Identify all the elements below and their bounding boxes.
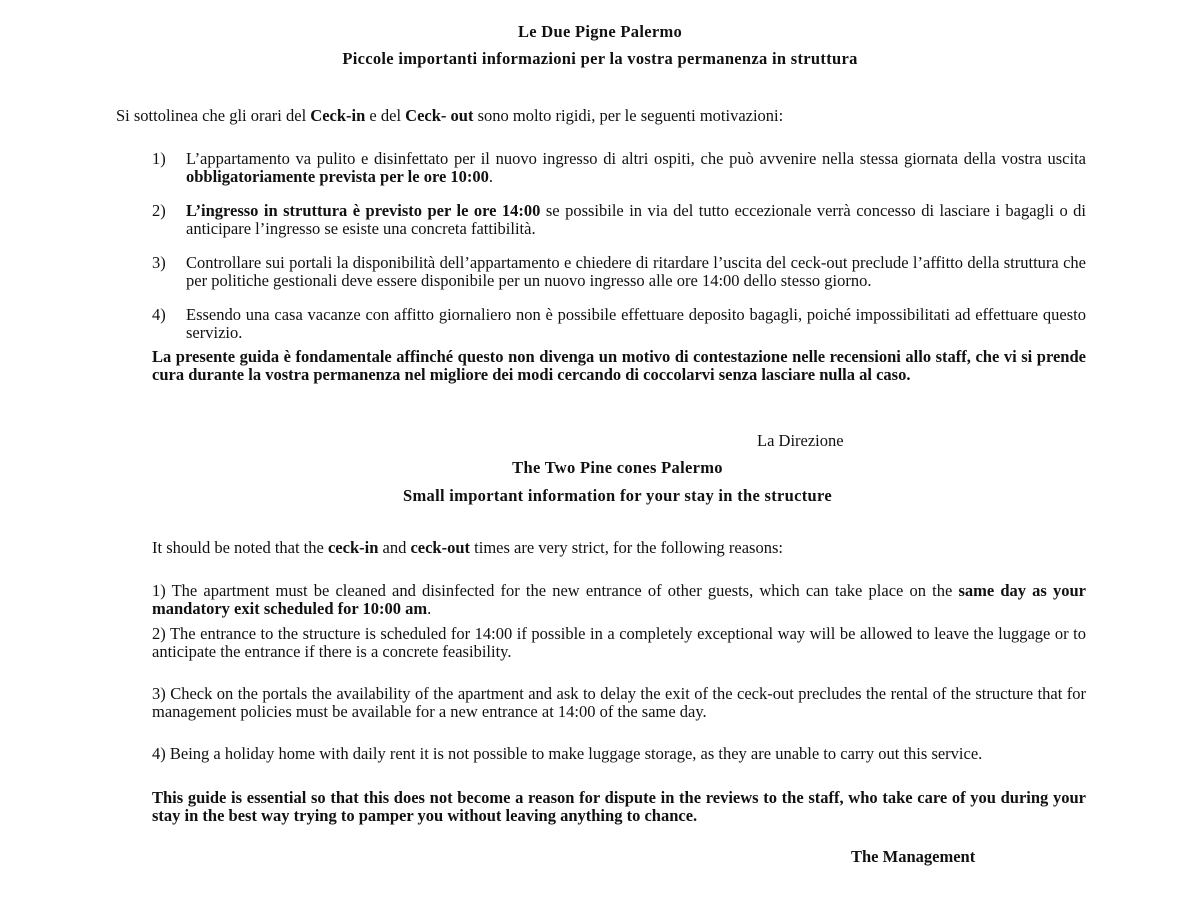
en-item-2 <box>152 625 1086 660</box>
en-item-3 <box>152 685 1086 720</box>
it-item-1 <box>152 150 1086 185</box>
it-item-4-body <box>186 306 1086 341</box>
en-item-3-text: 3) Check on the portals the availability of the apartment and ask to delay the exit of the ceck-out precludes the rental of the structure that for management policies must be available for a new entrance at 14:00 of the same day. <box>152 684 1086 721</box>
en-intro-text-3: times are very strict, for the following reasons: <box>470 538 783 557</box>
it-item-3-text: Controllare sui portali la disponibilità dell’appartamento e chiedere di ritardare l’uscita del ceck-out preclude l’affitto della struttura che per politiche gestionali deve essere disponibile per un nuovo ingresso alle ore 14:00 dello stesso giorno. <box>186 253 1086 290</box>
en-item-4 <box>152 745 1086 763</box>
en-intro-checkout: ceck-out <box>410 538 471 557</box>
it-intro-text-3: sono molto rigidi, per le seguenti motivazioni: <box>473 106 784 125</box>
en-intro-text-1: It should be noted that the <box>152 538 328 557</box>
it-item-4 <box>152 306 1086 341</box>
it-item-1-text: L’appartamento va pulito e disinfettato per il nuovo ingresso di altri ospiti, che può avvenire nella stessa giornata della vostra uscita <box>186 149 1086 168</box>
it-intro <box>116 107 1084 125</box>
it-intro-checkin: Ceck-in <box>310 106 366 125</box>
en-intro <box>152 539 1086 557</box>
en-item-4-text: 4) Being a holiday home with daily rent it is not possible to make luggage storage, as they are unable to carry out this service. <box>152 744 983 763</box>
en-item-1-end: . <box>427 598 432 618</box>
en-intro-checkin: ceck-in <box>327 538 379 557</box>
it-item-1-bold: obbligatoriamente prevista per le ore 10:00 <box>186 166 489 186</box>
en-item-2-text: 2) The entrance to the structure is scheduled for 14:00 if possible in a completely exceptional way will be allowed to leave the luggage or to anticipate the entrance if there is a concrete feasibility. <box>152 624 1086 661</box>
en-item-1-text: 1) The apartment must be cleaned and disinfected for the new entrance of other guests, which can take place on the <box>152 581 959 600</box>
it-item-3-number: 3) <box>152 253 166 272</box>
it-intro-checkout: Ceck- out <box>405 106 474 125</box>
it-signature: La Direzione <box>757 431 844 450</box>
it-intro-text-1: Si sottolinea che gli orari del <box>116 106 311 125</box>
en-title: The Two Pine cones Palermo <box>512 458 723 477</box>
en-closing: This guide is essential so that this does not become a reason for dispute in the reviews to the staff, who take care of you during your stay in the best way trying to pamper you without leaving anything to chance. <box>152 788 1086 825</box>
it-intro-text-2: e del <box>365 106 406 125</box>
en-item-1 <box>152 582 1086 617</box>
en-signature: The Management <box>851 847 976 866</box>
it-item-2-number: 2) <box>152 201 166 220</box>
it-item-1-body <box>186 150 1086 185</box>
en-item-1-bold: same day as your mandatory exit scheduled for 10:00 am <box>152 581 1086 618</box>
it-item-2-text: se possibile in via del tutto eccezionale verrà concesso di lasciare i bagagli o di anticipare l’ingresso se esiste una concreta fattibilità. <box>186 201 1086 238</box>
it-item-2-body <box>186 202 1086 237</box>
it-closing: La presente guida è fondamentale affinché questo non divenga un motivo di contestazione nelle recensioni allo staff, che vi si prende cura durante la vostra permanenza nel migliore dei modi cercando di coccolarvi senza lasciare nulla al caso. <box>152 347 1086 384</box>
it-subtitle: Piccole importanti informazioni per la vostra permanenza in struttura <box>342 49 858 68</box>
it-item-3-body <box>186 254 1086 289</box>
it-item-3 <box>152 254 1086 289</box>
it-item-1-end: . <box>488 166 494 186</box>
it-title: Le Due Pigne Palermo <box>517 22 683 41</box>
en-subtitle: Small important information for your stay in the structure <box>403 486 832 505</box>
it-item-2 <box>152 202 1086 237</box>
it-item-4-text: Essendo una casa vacanze con affitto giornaliero non è possibile effettuare deposito bagagli, poiché impossibilitati ad effettuare questo servizio. <box>186 305 1086 342</box>
it-item-4-number: 4) <box>152 305 166 324</box>
it-item-2-bold: L’ingresso in struttura è previsto per le ore 14:00 <box>186 201 541 220</box>
it-item-1-number: 1) <box>152 149 166 168</box>
en-intro-text-2: and <box>378 538 411 557</box>
